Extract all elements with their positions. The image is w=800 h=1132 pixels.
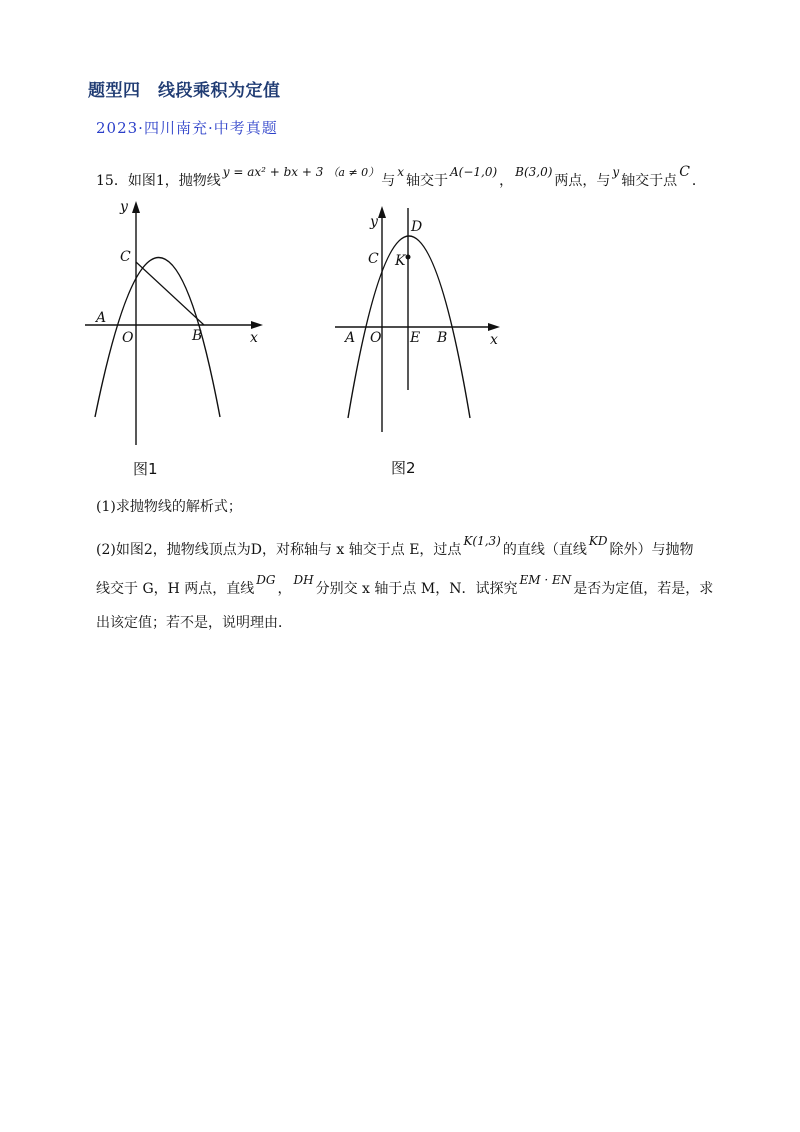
label-d: D (411, 219, 423, 235)
point-k-coords: K(1,3) (463, 534, 501, 548)
product-em-en: EM · EN (519, 573, 572, 587)
figure-2-caption: 图2 (391, 459, 416, 477)
x-axis-arrow (488, 323, 500, 331)
label-o: O (122, 330, 134, 346)
problem-number: 15． (96, 173, 128, 189)
label-x: x (250, 330, 258, 346)
label-x: x (490, 332, 498, 348)
figure-2 (330, 200, 515, 444)
section-title: 题型四 线段乘积为定值 (88, 81, 281, 101)
line-kd: KD (588, 534, 608, 548)
question-2-line-2: 线交于 G，H 两点，直线DG，DH分别交 x 轴于点 M，N．试探究EM · EN是否为定值，若是，求 (96, 573, 714, 597)
segment-cb (136, 262, 204, 325)
label-c: C (120, 249, 131, 265)
label-a: A (96, 310, 107, 326)
question-2-line-1: (2)如图2，抛物线顶点为D，对称轴与 x 轴交于点 E，过点K(1,3)的直线（直线KD除外）与抛物 (96, 534, 694, 558)
question-1: (1)求抛物线的解析式； (96, 499, 242, 515)
x-axis-arrow (251, 321, 263, 329)
label-y: y (120, 199, 128, 215)
y-axis-arrow (378, 206, 386, 218)
line-dh: DH (293, 573, 314, 587)
point-b: B(3,0) (515, 165, 553, 179)
line-dg: DG (256, 573, 276, 587)
label-c: C (368, 251, 379, 267)
label-b: B (437, 330, 448, 346)
parabola-equation: y = ax² + bx + 3 (222, 165, 324, 179)
label-y: y (370, 214, 378, 230)
point-c: C (679, 164, 690, 180)
label-b: B (192, 328, 203, 344)
question-2-line-3: 出该定值；若不是，说明理由． (96, 615, 292, 631)
label-a: A (345, 330, 356, 346)
point-a: A(−1,0) (449, 165, 498, 179)
problem-statement: 15．如图1，抛物线y = ax² + bx + 3 （a ≠ 0）与x轴交于A(−1,0)，B(3,0)两点，与y轴交于点C． (96, 164, 706, 189)
figure-1-caption: 图1 (133, 460, 158, 478)
figure-1-diagram (80, 195, 280, 450)
label-e: E (410, 330, 421, 346)
figure-2-diagram (330, 200, 515, 440)
point-k (406, 255, 411, 260)
label-k: K (395, 253, 406, 269)
problem-source: 2023·四川南充·中考真题 (96, 119, 278, 137)
label-o: O (370, 330, 382, 346)
figure-1 (80, 195, 280, 454)
condition: （a ≠ 0） (327, 166, 380, 179)
y-axis-arrow (132, 201, 140, 213)
